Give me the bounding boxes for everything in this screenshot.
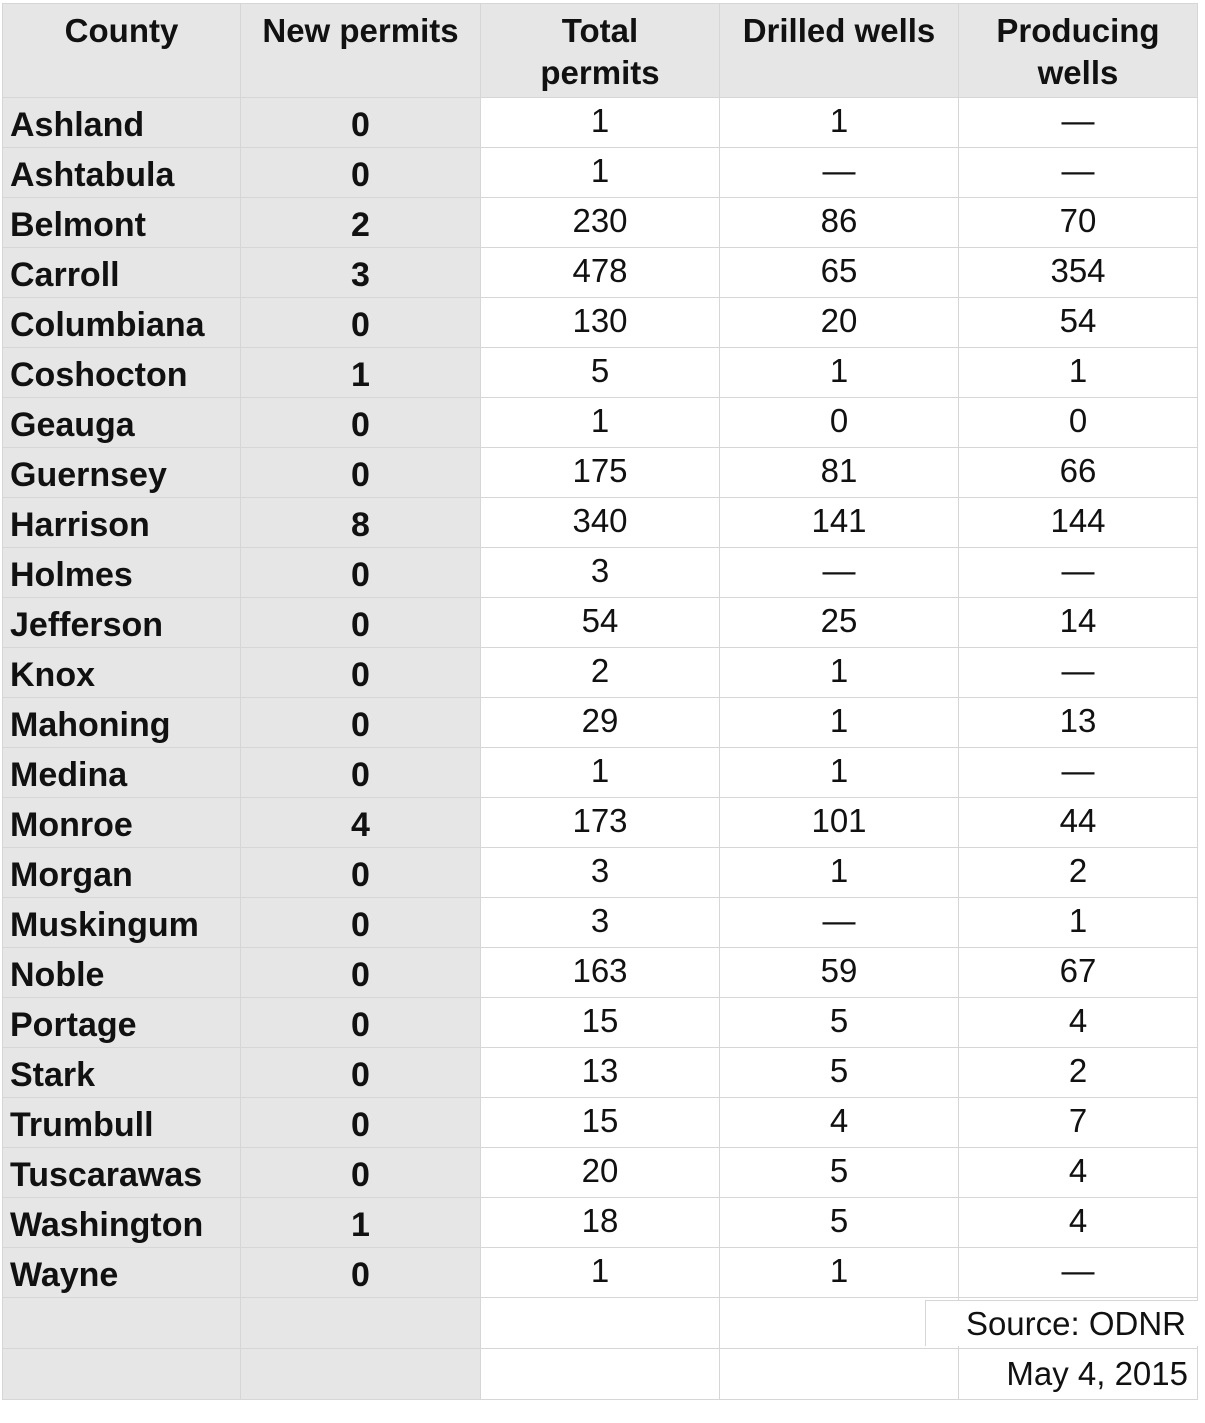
table-row (3, 748, 1198, 798)
footer-empty-cell (481, 1298, 720, 1349)
county-cell: Monroe (3, 798, 241, 848)
county-cell: Ashland (3, 98, 241, 148)
permits-table-container (2, 3, 1198, 1400)
total-permits-cell: 15 (481, 998, 720, 1048)
total-permits-cell: 29 (481, 698, 720, 748)
producing-wells-cell: 4 (959, 1148, 1198, 1198)
footer-row-date (3, 1349, 1198, 1400)
table-row (3, 548, 1198, 598)
new-permits-cell: 0 (241, 948, 481, 998)
total-permits-cell: 5 (481, 348, 720, 398)
footer-empty-cell (720, 1349, 959, 1400)
total-permits-cell: 54 (481, 598, 720, 648)
new-permits-cell: 0 (241, 1248, 481, 1298)
producing-wells-cell: 70 (959, 198, 1198, 248)
total-permits-cell: 3 (481, 548, 720, 598)
drilled-wells-cell: 25 (720, 598, 959, 648)
footer-empty-cell (3, 1298, 241, 1349)
county-cell: Washington (3, 1198, 241, 1248)
county-cell: Stark (3, 1048, 241, 1098)
total-permits-cell: 173 (481, 798, 720, 848)
new-permits-cell: 0 (241, 848, 481, 898)
table-row (3, 398, 1198, 448)
producing-wells-cell: 67 (959, 948, 1198, 998)
county-cell: Guernsey (3, 448, 241, 498)
producing-wells-cell: 2 (959, 1048, 1198, 1098)
county-cell: Wayne (3, 1248, 241, 1298)
drilled-wells-cell: — (720, 898, 959, 948)
producing-wells-cell: 0 (959, 398, 1198, 448)
table-row (3, 1198, 1198, 1248)
table-row (3, 1048, 1198, 1098)
table-row (3, 498, 1198, 548)
county-cell: Carroll (3, 248, 241, 298)
county-cell: Jefferson (3, 598, 241, 648)
drilled-wells-cell: 5 (720, 1148, 959, 1198)
table-row (3, 1248, 1198, 1298)
total-permits-cell: 340 (481, 498, 720, 548)
new-permits-cell: 0 (241, 98, 481, 148)
county-cell: Tuscarawas (3, 1148, 241, 1198)
county-cell: Portage (3, 998, 241, 1048)
table-row (3, 348, 1198, 398)
table-row (3, 948, 1198, 998)
total-permits-cell: 1 (481, 98, 720, 148)
total-permits-cell: 3 (481, 898, 720, 948)
new-permits-cell: 2 (241, 198, 481, 248)
date-label: May 4, 2015 (959, 1349, 1198, 1400)
drilled-wells-cell: 4 (720, 1098, 959, 1148)
producing-wells-cell: — (959, 148, 1198, 198)
county-cell: Noble (3, 948, 241, 998)
new-permits-cell: 0 (241, 1098, 481, 1148)
table-row (3, 98, 1198, 148)
county-cell: Mahoning (3, 698, 241, 748)
county-cell: Trumbull (3, 1098, 241, 1148)
new-permits-cell: 3 (241, 248, 481, 298)
new-permits-cell: 1 (241, 348, 481, 398)
footer-empty-cell (481, 1349, 720, 1400)
producing-wells-cell: 66 (959, 448, 1198, 498)
county-cell: Geauga (3, 398, 241, 448)
table-row (3, 798, 1198, 848)
table-row (3, 898, 1198, 948)
drilled-wells-cell: 1 (720, 848, 959, 898)
drilled-wells-cell: 101 (720, 798, 959, 848)
county-cell: Holmes (3, 548, 241, 598)
permits-table (2, 3, 1198, 1400)
table-row (3, 448, 1198, 498)
table-row (3, 298, 1198, 348)
producing-wells-cell: — (959, 1248, 1198, 1298)
header-producing-wells-text: Producing wells (996, 12, 1160, 91)
producing-wells-cell: — (959, 548, 1198, 598)
total-permits-cell: 1 (481, 748, 720, 798)
county-cell: Coshocton (3, 348, 241, 398)
table-row (3, 848, 1198, 898)
table-row (3, 148, 1198, 198)
producing-wells-cell: 14 (959, 598, 1198, 648)
drilled-wells-cell: 5 (720, 1048, 959, 1098)
drilled-wells-cell: 86 (720, 198, 959, 248)
drilled-wells-cell: 5 (720, 1198, 959, 1248)
producing-wells-cell: 2 (959, 848, 1198, 898)
drilled-wells-cell: 0 (720, 398, 959, 448)
drilled-wells-cell: 1 (720, 1248, 959, 1298)
drilled-wells-cell: 1 (720, 748, 959, 798)
header-drilled-wells: Drilled wells (720, 4, 959, 98)
table-row (3, 1148, 1198, 1198)
drilled-wells-cell: 5 (720, 998, 959, 1048)
total-permits-cell: 2 (481, 648, 720, 698)
producing-wells-cell: — (959, 98, 1198, 148)
new-permits-cell: 0 (241, 1148, 481, 1198)
drilled-wells-cell: 141 (720, 498, 959, 548)
table-row (3, 648, 1198, 698)
header-total-permits (481, 4, 720, 98)
new-permits-cell: 0 (241, 398, 481, 448)
new-permits-cell: 0 (241, 148, 481, 198)
new-permits-cell: 0 (241, 298, 481, 348)
drilled-wells-cell: 1 (720, 648, 959, 698)
producing-wells-cell: 4 (959, 1198, 1198, 1248)
producing-wells-cell: 354 (959, 248, 1198, 298)
footer-empty-cell (3, 1349, 241, 1400)
footer-row-source (3, 1298, 1198, 1349)
new-permits-cell: 0 (241, 1048, 481, 1098)
header-county: County (3, 4, 241, 98)
producing-wells-cell: 7 (959, 1098, 1198, 1148)
producing-wells-cell: 144 (959, 498, 1198, 548)
total-permits-cell: 20 (481, 1148, 720, 1198)
county-cell: Harrison (3, 498, 241, 548)
new-permits-cell: 0 (241, 998, 481, 1048)
source-label: Source: ODNR (925, 1300, 1198, 1346)
county-cell: Columbiana (3, 298, 241, 348)
total-permits-cell: 230 (481, 198, 720, 248)
county-cell: Morgan (3, 848, 241, 898)
table-row (3, 698, 1198, 748)
county-cell: Ashtabula (3, 148, 241, 198)
header-row (3, 4, 1198, 98)
drilled-wells-cell: 81 (720, 448, 959, 498)
total-permits-cell: 1 (481, 398, 720, 448)
producing-wells-cell: 1 (959, 348, 1198, 398)
new-permits-cell: 0 (241, 748, 481, 798)
drilled-wells-cell: 59 (720, 948, 959, 998)
table-row (3, 598, 1198, 648)
total-permits-cell: 175 (481, 448, 720, 498)
header-new-permits: New permits (241, 4, 481, 98)
footer-empty-cell (241, 1349, 481, 1400)
table-row (3, 198, 1198, 248)
total-permits-cell: 130 (481, 298, 720, 348)
table-row (3, 248, 1198, 298)
new-permits-cell: 0 (241, 598, 481, 648)
drilled-wells-cell: — (720, 548, 959, 598)
producing-wells-cell: 1 (959, 898, 1198, 948)
header-total-permits-text: Total permits (540, 12, 660, 91)
new-permits-cell: 0 (241, 698, 481, 748)
table-row (3, 1098, 1198, 1148)
new-permits-cell: 1 (241, 1198, 481, 1248)
producing-wells-cell: 44 (959, 798, 1198, 848)
drilled-wells-cell: 1 (720, 698, 959, 748)
table-footer (3, 1298, 1198, 1400)
new-permits-cell: 0 (241, 898, 481, 948)
drilled-wells-cell: 1 (720, 348, 959, 398)
total-permits-cell: 15 (481, 1098, 720, 1148)
footer-empty-cell (241, 1298, 481, 1349)
new-permits-cell: 0 (241, 448, 481, 498)
new-permits-cell: 8 (241, 498, 481, 548)
total-permits-cell: 13 (481, 1048, 720, 1098)
drilled-wells-cell: 20 (720, 298, 959, 348)
footer-source-cell (959, 1298, 1198, 1349)
new-permits-cell: 4 (241, 798, 481, 848)
header-producing-wells (959, 4, 1198, 98)
total-permits-cell: 3 (481, 848, 720, 898)
producing-wells-cell: — (959, 748, 1198, 798)
producing-wells-cell: — (959, 648, 1198, 698)
producing-wells-cell: 4 (959, 998, 1198, 1048)
producing-wells-cell: 54 (959, 298, 1198, 348)
producing-wells-cell: 13 (959, 698, 1198, 748)
table-row (3, 998, 1198, 1048)
table-header (3, 4, 1198, 98)
drilled-wells-cell: 1 (720, 98, 959, 148)
county-cell: Belmont (3, 198, 241, 248)
county-cell: Medina (3, 748, 241, 798)
drilled-wells-cell: 65 (720, 248, 959, 298)
total-permits-cell: 1 (481, 1248, 720, 1298)
total-permits-cell: 478 (481, 248, 720, 298)
total-permits-cell: 1 (481, 148, 720, 198)
county-cell: Muskingum (3, 898, 241, 948)
drilled-wells-cell: — (720, 148, 959, 198)
county-cell: Knox (3, 648, 241, 698)
total-permits-cell: 163 (481, 948, 720, 998)
table-body (3, 98, 1198, 1298)
total-permits-cell: 18 (481, 1198, 720, 1248)
new-permits-cell: 0 (241, 648, 481, 698)
footer-empty-cell (720, 1298, 959, 1349)
new-permits-cell: 0 (241, 548, 481, 598)
